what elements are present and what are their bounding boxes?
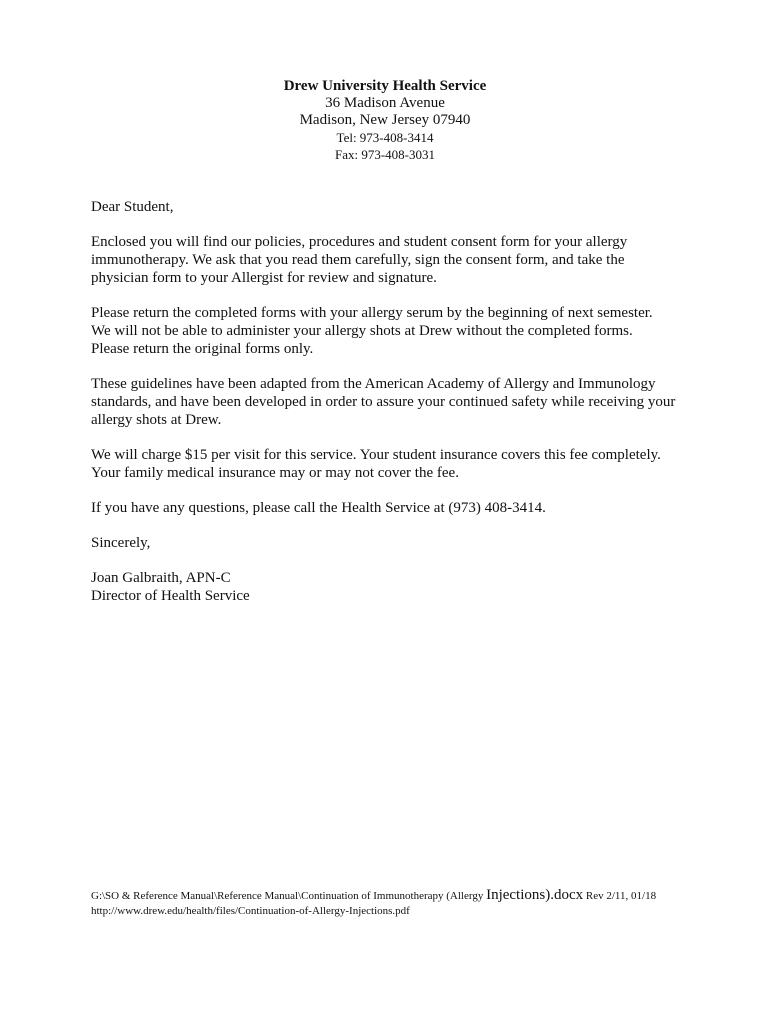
paragraph-line: Please return the completed forms with your allergy serum by the beginning of next semester. [91,305,653,321]
paragraph-return-forms [91,304,691,358]
organization-name: Drew University Health Service [283,78,487,94]
telephone-number: Tel: 973-408-3414 [336,130,434,145]
paragraph-line: We will not be able to administer your allergy shots at Drew without the completed forms. [91,323,633,339]
paragraph-line: standards, and have been developed in order to assure your continued safety while receiving your [91,394,676,410]
paragraph-line: allergy shots at Drew. [91,412,222,428]
signature-block [91,569,691,605]
paragraph-questions [91,499,691,517]
paragraph-fees [91,446,691,482]
paragraph-consent-forms [91,233,691,287]
paragraph-line: Enclosed you will find our policies, procedures and student consent form for your allergy [91,234,628,250]
letterhead [0,77,770,163]
closing: Sincerely, [91,535,151,551]
paragraph-guidelines [91,375,691,429]
salutation: Dear Student, [91,199,174,215]
file-name: Injections).docx [486,887,584,903]
paragraph-line: Please return the original forms only. [91,341,314,357]
document-footer [91,888,731,919]
city-state-zip: Madison, New Jersey 07940 [299,112,471,128]
document-url: http://www.drew.edu/health/files/Continuation-of-Allergy-Injections.pdf [91,905,410,917]
paragraph-line: These guidelines have been adapted from the American Academy of Allergy and Immunology [91,376,656,392]
street-address: 36 Madison Avenue [325,95,445,111]
file-path: G:\SO & Reference Manual\Reference Manual\Continuation of Immunotherapy (Allergy [91,890,487,902]
paragraph-line: Your family medical insurance may or may not cover the fee. [91,465,459,481]
paragraph-line: We will charge $15 per visit for this service. Your student insurance covers this fee completely. [91,447,661,463]
paragraph-line: physician form to your Allergist for review and signature. [91,270,437,286]
signer-title: Director of Health Service [91,588,250,604]
letter-body [91,198,691,605]
fax-number: Fax: 973-408-3031 [334,147,436,162]
file-path-line [91,888,731,904]
paragraph-line: If you have any questions, please call the Health Service at (973) 408-3414. [91,500,546,516]
paragraph-line: immunotherapy. We ask that you read them carefully, sign the consent form, and take the [91,252,625,268]
signer-name: Joan Galbraith, APN-C [91,570,231,586]
revision-date: Rev 2/11, 01/18 [583,890,657,902]
